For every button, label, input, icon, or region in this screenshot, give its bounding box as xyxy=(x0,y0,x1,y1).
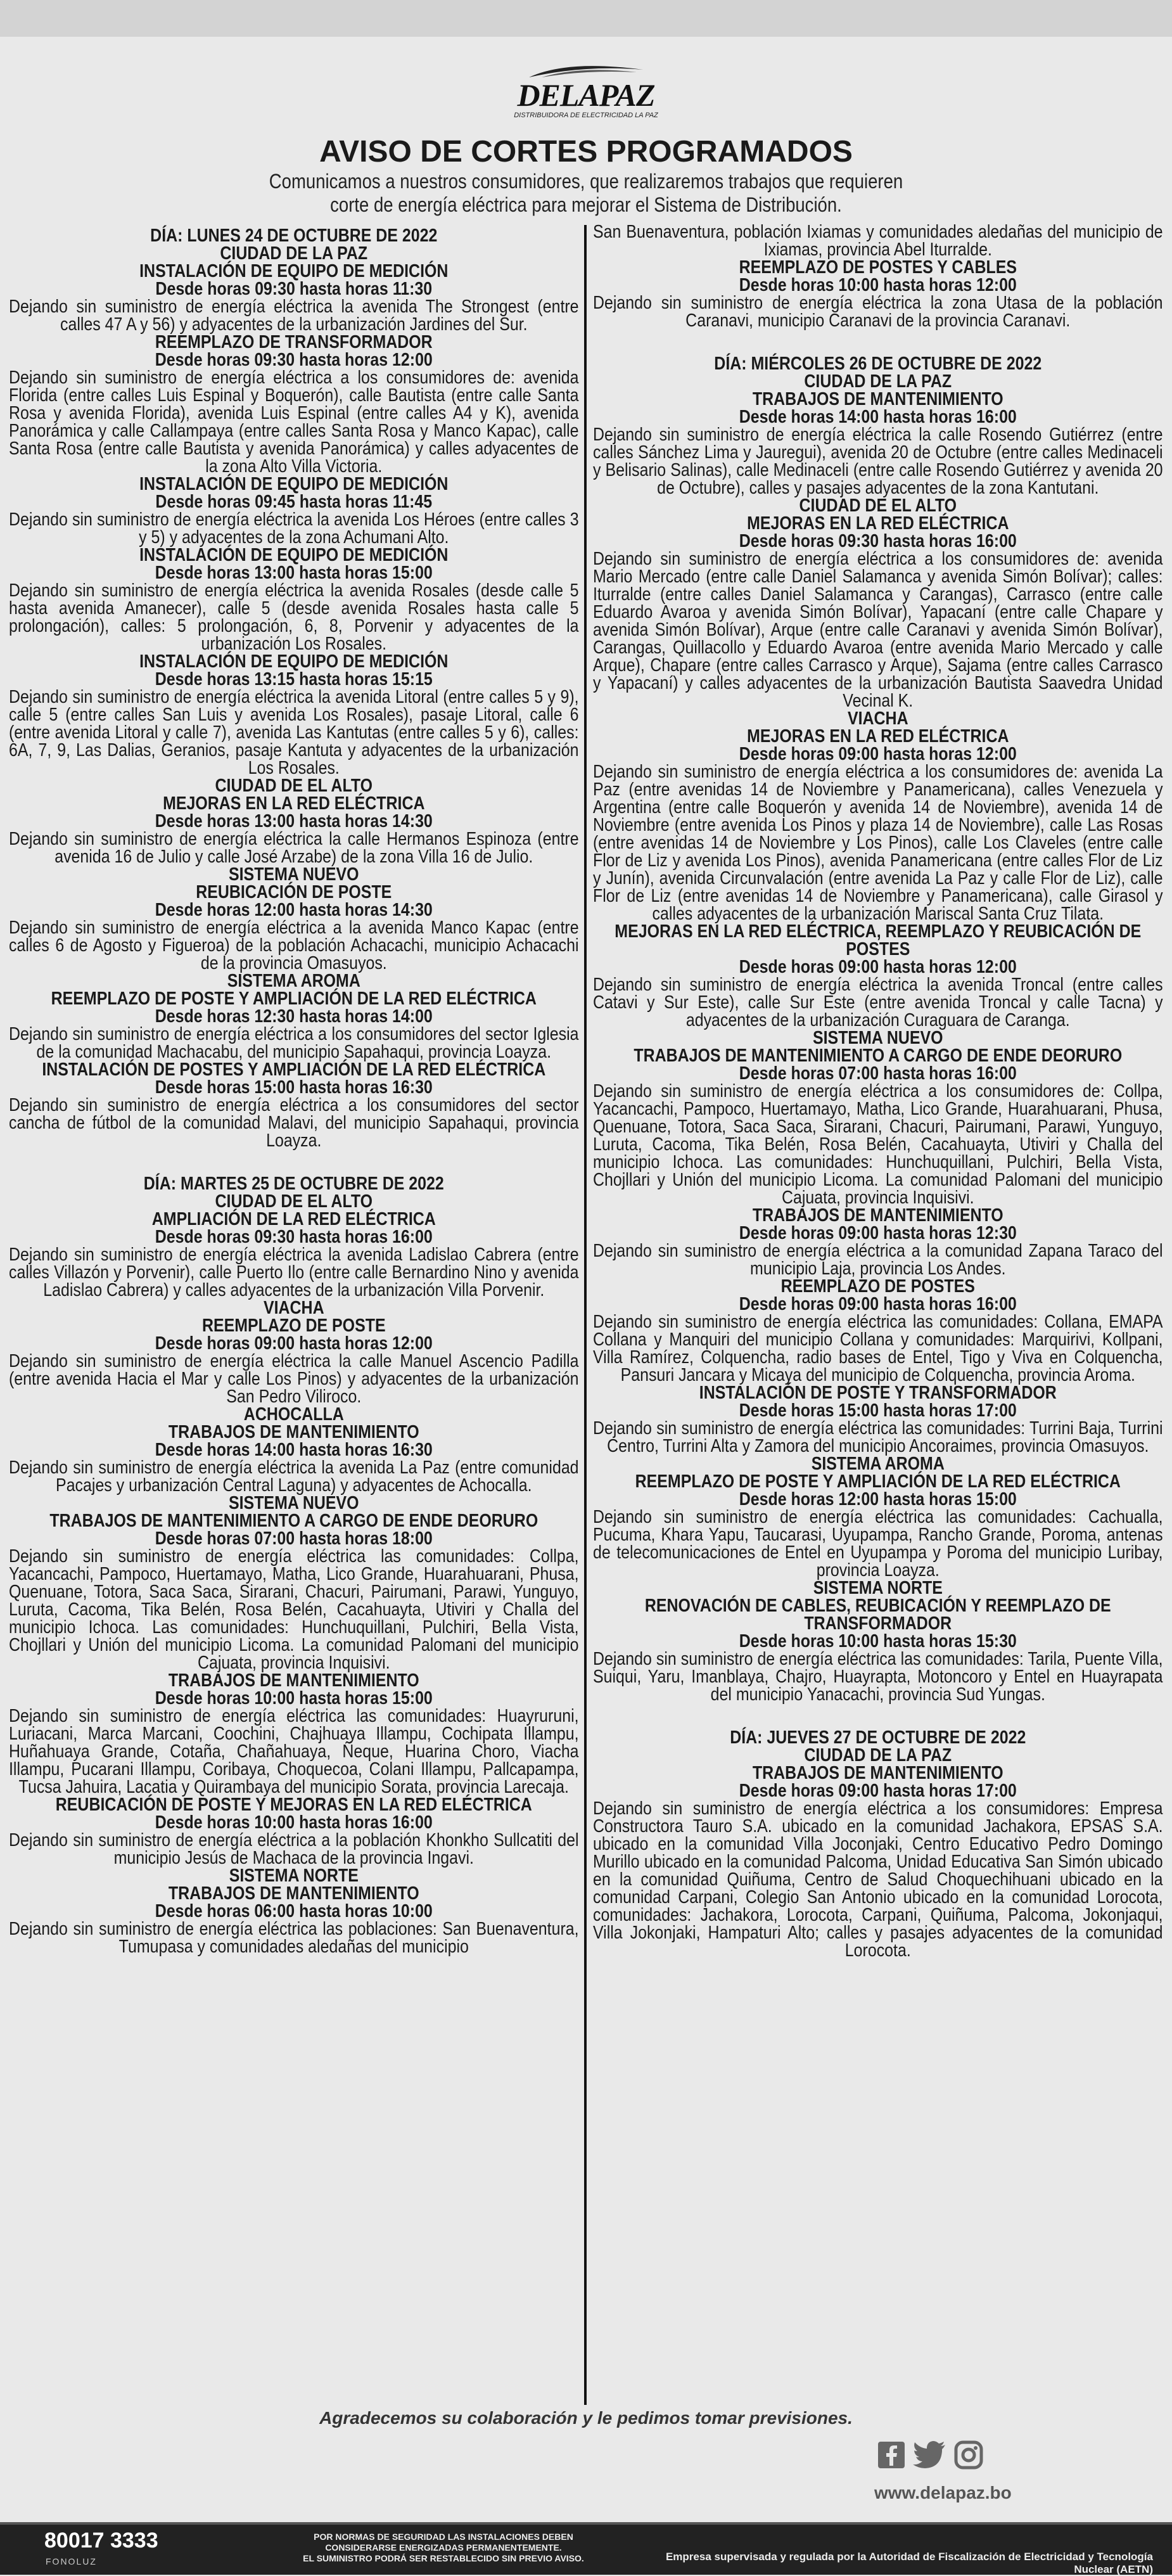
time-range: Desde horas 09:00 hasta horas 12:00 xyxy=(155,1333,433,1354)
work-type-heading: AMPLIACIÓN DE LA RED ELÉCTRICA xyxy=(151,1209,436,1229)
location-heading: VIACHA xyxy=(847,708,908,729)
affected-area-description: Dejando sin suministro de energía eléctrica las comunidades: Tarila, Puente Villa, Suiqui, Yaru, Imanblaya, Chajro, Huayrapta, Motoncoro y Entel en Huayrapata del municipio Yanacachi, provincia Sud Yungas. xyxy=(593,1649,1163,1705)
work-type-heading: INSTALACIÓN DE POSTES Y AMPLIACIÓN DE LA RED ELÉCTRICA xyxy=(42,1060,546,1080)
time-range: Desde horas 14:00 hasta horas 16:00 xyxy=(739,407,1017,427)
work-type-heading: MEJORAS EN LA RED ELÉCTRICA, REEMPLAZO Y REUBICACIÓN DE POSTES xyxy=(615,921,1142,959)
work-type-heading: TRABAJOS DE MANTENIMIENTO xyxy=(168,1883,419,1904)
affected-area-description: Dejando sin suministro de energía eléctrica las comunidades: Turrini Baja, Turrini Centro, Turrini Alta y Zamora del municipio Ancoraimes, provincia Omasuyos. xyxy=(593,1418,1163,1456)
day-heading: DÍA: JUEVES 27 DE OCTUBRE DE 2022 xyxy=(730,1727,1026,1748)
social-links xyxy=(877,2437,991,2475)
location-heading: CIUDAD DE LA PAZ xyxy=(804,371,952,392)
section-gap xyxy=(9,1150,579,1175)
work-type-heading: MEJORAS EN LA RED ELÉCTRICA xyxy=(163,793,425,814)
affected-area-description: Dejando sin suministro de energía eléctrica la avenida Rosales (desde calle 5 hasta avenida Amanecer), calle 5 (desde avenida Rosales hasta calle 5 prolongación), calles: 5 prolongación, 6, 8, Porvenir y adyacentes de la urbanización Los Rosales. xyxy=(9,580,579,654)
location-heading: SISTEMA NUEVO xyxy=(228,1493,359,1513)
right-column-content xyxy=(593,223,1163,1959)
time-range: Desde horas 09:45 hasta horas 11:45 xyxy=(155,492,433,512)
intro-text xyxy=(203,170,969,217)
affected-area-description: Dejando sin suministro de energía eléctrica a los consumidores de: avenida Florida (entre calles Luis Espinal y Boquerón), calle Bautista (entre calle Santa Rosa y avenida Florida), avenida Luis Espinal (entre calles A4 y K), avenida Panorámica y calle Callampaya (entre calles Santa Rosa y Manco Kapac), calle Santa Rosa (entre calle Bautista y avenida Panorámica) y calles adyacentes de la zona Alto Villa Victoria. xyxy=(9,368,579,477)
time-range: Desde horas 07:00 hasta horas 16:00 xyxy=(739,1063,1017,1084)
affected-area-description: Dejando sin suministro de energía eléctrica a los consumidores de: avenida La Paz (entre avenidas 14 de Noviembre y Panamericana), calles Venezuela y Argentina (entre calle Boquerón y avenida 14 de Noviembre), avenida 14 de Noviembre (entre avenida Los Pinos y plaza 14 de Noviembre), calle Las Rosas (entre avenidas 14 de Noviembre y Los Pinos), calle Los Claveles (entre calle Flor de Liz y avenida Los Pinos), avenida Panamericana (entre calles Flor de Liz y Junín), avenida Circunvalación (entre avenida La Paz y calle Flor de Liz), calle Flor de Liz (entre avenidas 14 de Noviembre y Panamericana), calle Girasol y calles adyacentes de la urbanización Mariscal Santa Cruz Tilata. xyxy=(593,762,1163,924)
affected-area-description: Dejando sin suministro de energía eléctrica a los consumidores de: avenida Mario Mercado (entre calle Daniel Salamanca y avenida Simón Bolívar); calles: Iturralde (entre calles Daniel Salamanca y Carangas), Carrasco (entre calle Eduardo Avaroa y avenida Simón Bolívar), Yapacaní (entre calle Chapare y avenida Simón Bolívar), Arque (entre calle Caranavi y avenida Simón Bolívar), Carangas, Quillacollo y Eduardo Avaroa (entre avenida Mario Mercado y calle Arque), Chapare (entre calles Carrasco y Arque), Sajama (entre calles Carrasco y Yapacaní) y calles adyacentes de la urbanización Bautista Saavedra Unidad Vecinal K. xyxy=(593,549,1163,711)
work-type-heading: REEMPLAZO DE POSTE Y AMPLIACIÓN DE LA RED ELÉCTRICA xyxy=(51,989,537,1009)
time-range: Desde horas 09:00 hasta horas 12:30 xyxy=(739,1223,1017,1243)
affected-area-description: Dejando sin suministro de energía eléctrica la zona Utasa de la población Caranavi, municipio Caranavi de la provincia Caranavi. xyxy=(593,293,1163,331)
safety-notice-line: EL SUMINISTRO PODRÁ SER RESTABLECIDO SIN PREVIO AVISO. xyxy=(303,2553,584,2563)
work-type-heading: TRABAJOS DE MANTENIMIENTO xyxy=(752,1763,1003,1783)
location-heading: CIUDAD DE EL ALTO xyxy=(799,496,957,516)
time-range: Desde horas 10:00 hasta horas 12:00 xyxy=(739,275,1017,295)
work-type-heading: TRABAJOS DE MANTENIMIENTO xyxy=(168,1422,419,1442)
location-heading: SISTEMA NUEVO xyxy=(228,864,359,885)
hotline-label: FONOLUZ xyxy=(46,2556,97,2566)
time-range: Desde horas 09:30 hasta horas 11:30 xyxy=(155,279,433,299)
time-range: Desde horas 09:30 hasta horas 16:00 xyxy=(739,531,1017,551)
time-range: Desde horas 09:00 hasta horas 12:00 xyxy=(739,744,1017,764)
regulator-note: Empresa supervisada y regulada por la Autoridad de Fiscalización de Electricidad y Tecnología Nuclear (AETN) xyxy=(665,2551,1153,2575)
time-range: Desde horas 14:00 hasta horas 16:30 xyxy=(155,1440,433,1460)
time-range: Desde horas 13:15 hasta horas 15:15 xyxy=(155,669,433,689)
affected-area-description: Dejando sin suministro de energía eléctrica a la población Khonkho Sullcatiti del municipio Jesús de Machaca de la provincia Ingavi. xyxy=(9,1830,579,1868)
work-type-heading: INSTALACIÓN DE EQUIPO DE MEDICIÓN xyxy=(139,651,449,672)
affected-area-description: Dejando sin suministro de energía eléctrica a la avenida Manco Kapac (entre calles 6 de Agosto y Figueroa) de la población Achacachi, municipio Achacachi de la provincia Omasuyos. xyxy=(9,918,579,973)
day-heading: DÍA: MIÉRCOLES 26 DE OCTUBRE DE 2022 xyxy=(714,354,1042,374)
left-column-content xyxy=(9,227,579,1956)
logo-mark-icon xyxy=(529,63,643,79)
location-heading: CIUDAD DE EL ALTO xyxy=(215,776,373,796)
time-range: Desde horas 12:00 hasta horas 15:00 xyxy=(739,1489,1017,1509)
affected-area-description: Dejando sin suministro de energía eléctrica las comunidades: Collpa, Yacancachi, Pampoco, Huertamayo, Matha, Lico Grande, Huarahuarani, Phusa, Quenuane, Totora, Saca Saca, Sirarani, Chacuri, Pairumani, Parawi, Yunguyo, Luruta, Cacoma, Tika Belén, Rosa Belén, Cacahuayta, Utiviri y Challa del municipio Ichoca. Las comunidades: Hunchuquillani, Pulchiri, Bella Vista, Chojllari y Unión del municipio Licoma. La comunidad Palomani del municipio Cajuata, provincia Inquisivi. xyxy=(9,1546,579,1673)
affected-area-description: Dejando sin suministro de energía eléctrica las comunidades: Huayruruni, Luriacani, Marca Marcani, Coochini, Chajhuaya Illampu, Cochipata Illampu, Huñahuaya Grande, Cotaña, Chañahuaya, Ñeque, Huarina Choro, Viacha Illampu, Pucarani Illampu, Coribaya, Choquecoa, Colani Illampu, Pallcapampa, Tucsa Jahuira, Lacatia y Quirambaya del municipio Sorata, provincia Larecaja. xyxy=(9,1706,579,1797)
affected-area-description: Dejando sin suministro de energía eléctrica a la comunidad Zapana Taraco del municipio Laja, provincia Los Andes. xyxy=(593,1241,1163,1279)
work-type-heading: REUBICACIÓN DE POSTE xyxy=(196,882,392,902)
right-column xyxy=(593,223,1163,1959)
location-heading: SISTEMA NORTE xyxy=(229,1866,359,1886)
work-type-heading: REEMPLAZO DE POSTE Y AMPLIACIÓN DE LA RED ELÉCTRICA xyxy=(635,1471,1121,1492)
column-divider xyxy=(584,225,587,2405)
brand-tagline: DISTRIBUIDORA DE ELECTRICIDAD LA PAZ xyxy=(514,112,658,119)
intro-line: corte de energía eléctrica para mejorar el Sistema de Distribución. xyxy=(330,193,842,216)
work-type-heading: TRABAJOS DE MANTENIMIENTO xyxy=(168,1670,419,1691)
work-type-heading: TRABAJOS DE MANTENIMIENTO xyxy=(752,1205,1003,1226)
location-heading: SISTEMA NORTE xyxy=(813,1578,943,1598)
work-type-heading: REEMPLAZO DE TRANSFORMADOR xyxy=(155,332,433,352)
work-type-heading: REEMPLAZO DE POSTES Y CABLES xyxy=(739,257,1017,278)
time-range: Desde horas 12:30 hasta horas 14:00 xyxy=(155,1006,433,1027)
affected-area-description: Dejando sin suministro de energía eléctrica a los consumidores del sector Iglesia de la comunidad Machacabu, del municipio Sapahaqui, provincia Loayza. xyxy=(9,1024,579,1062)
work-type-heading: INSTALACIÓN DE POSTE Y TRANSFORMADOR xyxy=(699,1383,1057,1403)
top-strip xyxy=(0,0,1172,37)
work-type-heading: REEMPLAZO DE POSTES xyxy=(780,1276,975,1297)
brand-name: DELAPAZ xyxy=(517,77,655,113)
section-gap xyxy=(593,330,1163,355)
location-heading: SISTEMA AROMA xyxy=(227,971,360,991)
work-type-heading: MEJORAS EN LA RED ELÉCTRICA xyxy=(747,513,1009,534)
time-range: Desde horas 06:00 hasta horas 10:00 xyxy=(155,1901,433,1921)
affected-area-description: Dejando sin suministro de energía eléctrica la avenida Litoral (entre calles 5 y 9), calle 5 (entre calles San Luis y avenida Los Rosales), pasaje Litoral, calle 6 (entre avenida Litoral y calle 7), avenida Las Kantutas (entre calles 5 y 6), calles: 6A, 7, 9, Las Dalias, Geranios, pasaje Kantuta y adyacentes de la urbanización Los Rosales. xyxy=(9,687,579,778)
affected-area-description: Dejando sin suministro de energía eléctrica las comunidades: Collana, EMAPA Collana y Manquiri del municipio Collana y comunidades: Marquirivi, Kollpani, Villa Ramírez, Colquencha, radio bases de Entel, Tigo y Viva en Colquencha, Pansuri Jancara y Micaya del municipio de Colquencha, provincia Aroma. xyxy=(593,1312,1163,1385)
time-range: Desde horas 10:00 hasta horas 15:00 xyxy=(155,1688,433,1708)
time-range: Desde horas 09:00 hasta horas 16:00 xyxy=(739,1294,1017,1314)
work-type-heading: MEJORAS EN LA RED ELÉCTRICA xyxy=(747,726,1009,747)
location-heading: SISTEMA AROMA xyxy=(811,1454,945,1474)
affected-area-description: Dejando sin suministro de energía eléctrica las comunidades: Cachualla, Pucuma, Khara Yapu, Taucarasi, Uyupampa, Rancho Grande, Poroma, antenas de telecomunicaciones de Entel en Uyupampa y Poroma del municipio Luribay, provincia Loayza. xyxy=(593,1507,1163,1580)
work-type-heading: TRABAJOS DE MANTENIMIENTO A CARGO DE ENDE DEORURO xyxy=(49,1511,538,1531)
affected-area-description: Dejando sin suministro de energía eléctrica la calle Rosendo Gutiérrez (entre calles Sánchez Lima y Jauregui), avenida 20 de Octubre (entre calles Medinaceli y Belisario Salinas), calle Medinaceli (entre calle Rosendo Gutiérrez y avenida 20 de Octubre), calles y pasajes adyacentes de la zona Kantutani. xyxy=(593,425,1163,498)
work-type-heading: REUBICACIÓN DE POSTE Y MEJORAS EN LA RED ELÉCTRICA xyxy=(55,1795,532,1815)
intro-line: Comunicamos a nuestros consumidores, que realizaremos trabajos que requieren xyxy=(269,170,903,193)
section-gap xyxy=(593,1703,1163,1729)
safety-notice-line: CONSIDERARSE ENERGIZADAS PERMANENTEMENTE. xyxy=(325,2542,562,2553)
time-range: Desde horas 09:30 hasta horas 16:00 xyxy=(155,1227,433,1247)
affected-area-description: Dejando sin suministro de energía eléctrica la avenida Los Héroes (entre calles 3 y 5) y adyacentes de la zona Achumani Alto. xyxy=(9,509,579,548)
time-range: Desde horas 09:30 hasta horas 12:00 xyxy=(155,350,433,370)
affected-area-description: Dejando sin suministro de energía eléctrica la avenida Troncal (entre calles Catavi y Sur Este), calle Sur Este (entre avenida Troncal y calle Tacna) y adyacentes de la urbanización Curaguara de Caranga. xyxy=(593,975,1163,1030)
time-range: Desde horas 07:00 hasta horas 18:00 xyxy=(155,1528,433,1549)
left-column xyxy=(9,227,579,1956)
time-range: Desde horas 13:00 hasta horas 14:30 xyxy=(155,811,433,831)
safety-notice-line: POR NORMAS DE SEGURIDAD LAS INSTALACIONES DEBEN xyxy=(314,2532,573,2542)
time-range: Desde horas 13:00 hasta horas 15:00 xyxy=(155,563,433,583)
twitter-icon[interactable] xyxy=(912,2440,946,2470)
affected-area-description: Dejando sin suministro de energía eléctrica a los consumidores de: Collpa, Yacancachi, Pampoco, Huertamayo, Matha, Lico Grande, Huarahuarani, Phusa, Quenuane, Totora, Saca Saca, Sirarani, Chacuri, Pairumani, Parawi, Yunguyo, Luruta, Cacoma, Tika Belén, Rosa Belén, Cacahuayta, Utiviri y Challa del municipio Ichoca. Las comunidades: Hunchuquillani, Pulchiri, Bella Vista, Chojllari y Unión del municipio Licoma. La comunidad Palomani del municipio Cajuata, provincia Inquisivi. xyxy=(593,1081,1163,1208)
work-type-heading: INSTALACIÓN DE EQUIPO DE MEDICIÓN xyxy=(139,474,449,494)
time-range: Desde horas 15:00 hasta horas 16:30 xyxy=(155,1077,433,1098)
time-range: Desde horas 15:00 hasta horas 17:00 xyxy=(739,1400,1017,1421)
page-title: AVISO DE CORTES PROGRAMADOS xyxy=(319,135,853,169)
affected-area-description: Dejando sin suministro de energía eléctrica a los consumidores del sector cancha de fútbol de la comunidad Malavi, del municipio Sapahaqui, provincia Loayza. xyxy=(9,1095,579,1151)
work-type-heading: TRABAJOS DE MANTENIMIENTO A CARGO DE ENDE DEORURO xyxy=(634,1046,1123,1066)
safety-notice xyxy=(279,2532,608,2564)
work-type-heading: INSTALACIÓN DE EQUIPO DE MEDICIÓN xyxy=(139,545,449,565)
hotline-number[interactable]: 80017 3333 xyxy=(44,2528,158,2553)
location-heading: CIUDAD DE LA PAZ xyxy=(220,243,368,264)
brand-logo xyxy=(507,63,665,136)
day-heading: DÍA: LUNES 24 DE OCTUBRE DE 2022 xyxy=(150,226,438,246)
time-range: Desde horas 10:00 hasta horas 16:00 xyxy=(155,1812,433,1833)
affected-area-description: Dejando sin suministro de energía eléctrica la avenida The Strongest (entre calles 47 A y 56) y adyacentes de la urbanización Jardines del Sur. xyxy=(9,297,579,335)
website-link[interactable]: www.delapaz.bo xyxy=(874,2483,1012,2502)
time-range: Desde horas 09:00 hasta horas 17:00 xyxy=(739,1781,1017,1801)
affected-area-description: Dejando sin suministro de energía eléctrica las poblaciones: San Buenaventura, Tumupasa y comunidades aledañas del municipio xyxy=(9,1919,579,1957)
location-heading: ACHOCALLA xyxy=(243,1404,344,1425)
day-heading: DÍA: MARTES 25 DE OCTUBRE DE 2022 xyxy=(143,1174,444,1194)
location-heading: CIUDAD DE LA PAZ xyxy=(804,1745,952,1765)
affected-area-description: Dejando sin suministro de energía eléctrica la calle Hermanos Espinoza (entre avenida 16 de Julio y calle José Arzabe) de la zona Villa 16 de Julio. xyxy=(9,829,579,867)
affected-area-description: Dejando sin suministro de energía eléctrica la avenida La Paz (entre comunidad Pacajes y urbanización Central Laguna) y adyacentes de Achocalla. xyxy=(9,1458,579,1496)
time-range: Desde horas 12:00 hasta horas 14:30 xyxy=(155,900,433,920)
time-range: Desde horas 09:00 hasta horas 12:00 xyxy=(739,957,1017,977)
location-heading: VIACHA xyxy=(263,1298,324,1318)
affected-area-description: Dejando sin suministro de energía eléctrica la avenida Ladislao Cabrera (entre calles Villazón y Porvenir), calle Puerto Ilo (entre calle Bernardino Nino y avenida Ladislao Cabrera) y calles adyacentes de la urbanización Villa Porvenir. xyxy=(9,1245,579,1300)
time-range: Desde horas 10:00 hasta horas 15:30 xyxy=(739,1631,1017,1651)
thanks-message: Agradecemos su colaboración y le pedimos tomar previsiones. xyxy=(319,2408,853,2428)
work-type-heading: REEMPLAZO DE POSTE xyxy=(201,1316,386,1336)
affected-area-description: San Buenaventura, población Ixiamas y comunidades aledañas del municipio de Ixiamas, provincia Abel Iturralde. xyxy=(593,222,1163,260)
instagram-icon[interactable] xyxy=(954,2440,983,2470)
affected-area-description: Dejando sin suministro de energía eléctrica a los consumidores: Empresa Constructora Tauro S.A. ubicado en la comunidad Jachakora, EPSAS S.A. ubicado en la comunidad Villa Joconjaki, Centro Educativo Pedro Domingo Murillo ubicado en la comunidad Palcoma, Unidad Educativa San Simón ubicado en la comunidad Quiñuma, Centro de Salud Choquechihuani ubicado en la comunidad Carpani, Colegio San Antonio ubicado en la comunidad Lorocota, comunidades: Jachakora, Lorocota, Carpani, Quiñuma, Palcoma, Jokonjaqui, Villa Jokonjaki, Hampaturi Alto; calles y pasajes adyacentes de la comunidad Lorocota. xyxy=(593,1798,1163,1961)
location-heading: CIUDAD DE EL ALTO xyxy=(215,1191,373,1212)
work-type-heading: RENOVACIÓN DE CABLES, REUBICACIÓN Y REEMPLAZO DE TRANSFORMADOR xyxy=(644,1596,1111,1634)
work-type-heading: INSTALACIÓN DE EQUIPO DE MEDICIÓN xyxy=(139,261,449,281)
location-heading: SISTEMA NUEVO xyxy=(812,1028,943,1048)
affected-area-description: Dejando sin suministro de energía eléctrica la calle Manuel Ascencio Padilla (entre avenida Hacia el Mar y calle Los Pinos) y adyacentes de la urbanización San Pedro Viliroco. xyxy=(9,1351,579,1407)
facebook-icon[interactable] xyxy=(877,2440,906,2470)
work-type-heading: TRABAJOS DE MANTENIMIENTO xyxy=(752,389,1003,409)
